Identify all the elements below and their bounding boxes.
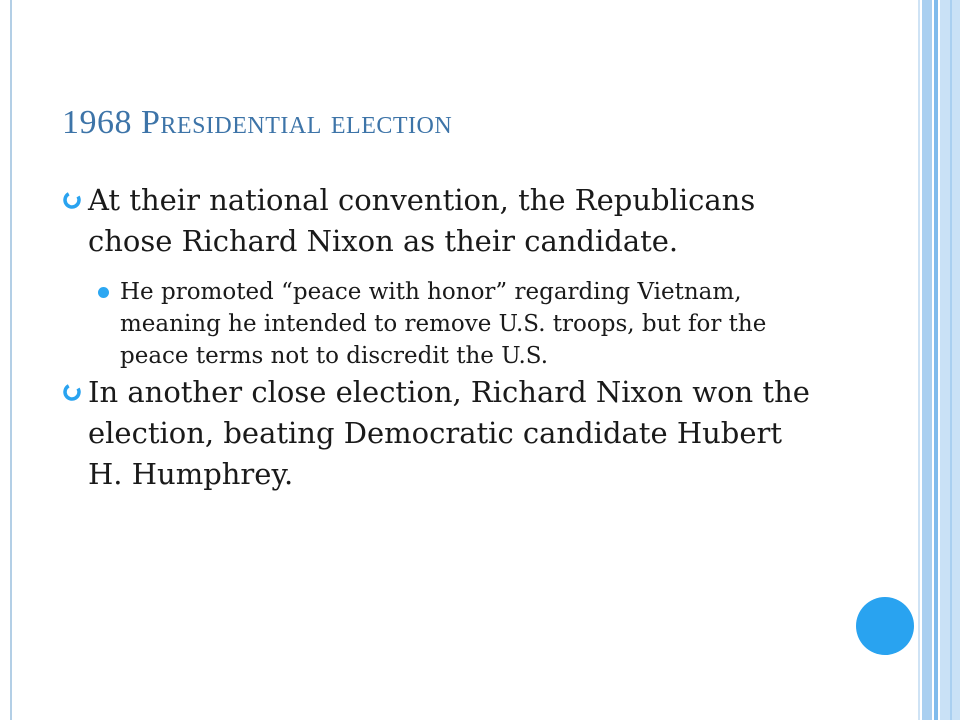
right-stripe-thin <box>918 0 920 720</box>
right-stripe-dark <box>934 0 938 720</box>
bullet-item <box>62 180 822 262</box>
slide-body <box>62 180 822 505</box>
bullet-item <box>62 372 822 495</box>
sub-bullet-text: He promoted “peace with honor” regarding Vietnam, meaning he intended to remove U.S. troops, but for the peace terms not to discredit the U.S. <box>120 279 767 369</box>
right-stripe-wide <box>922 0 932 720</box>
ring-bullet-icon <box>62 190 82 210</box>
dot-bullet-icon <box>98 287 109 298</box>
sub-bullet-item <box>62 276 822 372</box>
circle-decoration-icon <box>856 597 914 655</box>
right-stripe-inner-line <box>950 0 952 720</box>
left-frame-line <box>10 0 12 720</box>
bullet-text: At their national convention, the Republicans chose Richard Nixon as their candidate. <box>88 183 756 258</box>
bullet-text: In another close election, Richard Nixon won the election, beating Democratic candidate Hubert H. Humphrey. <box>88 375 810 491</box>
slide-title: 1968 Presidential election <box>62 104 453 141</box>
ring-bullet-icon <box>62 382 82 402</box>
